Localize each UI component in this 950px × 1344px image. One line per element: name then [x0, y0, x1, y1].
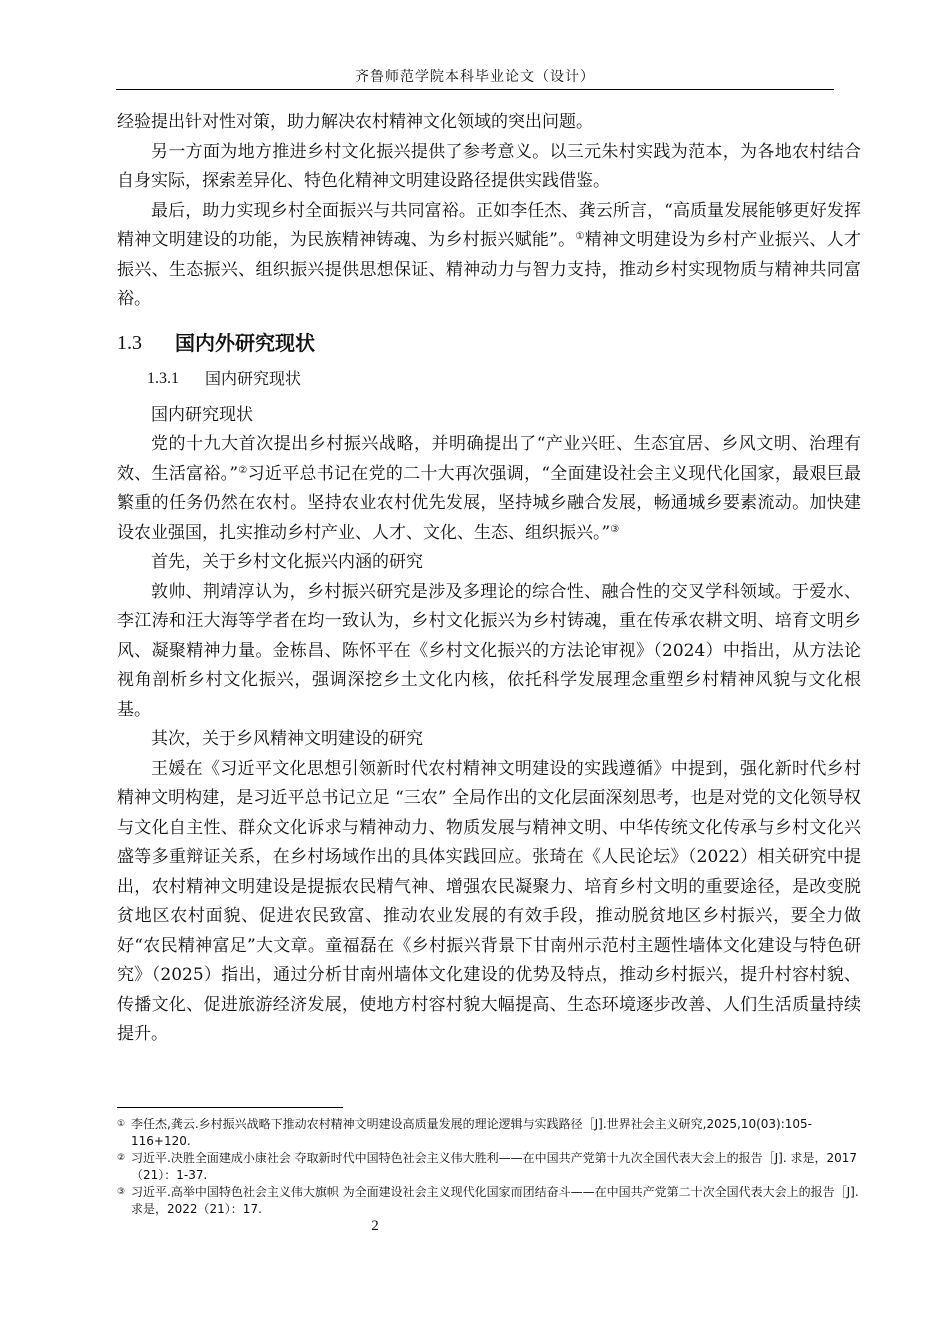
paragraph-text: 最后，助力实现乡村全面振兴与共同富裕。正如李任杰、龚云所言，“高质量发展能够更好发挥精神文明建设的功能，为民族精神铸魂、为乡村振兴赋能”。 — [117, 200, 861, 250]
paragraph: 敦帅、荆靖淳认为，乡村振兴研究是涉及多理论的综合性、融合性的交叉学科领域。于爱水、李江涛和汪大海等学者在均一致认为，乡村文化振兴为乡村铸魂，重在传承农耕文明、培育文明乡风、凝聚精神力量。金栋昌、陈怀平在《乡村文化振兴的方法论审视》（2024）中指出，从方法论视角剖析乡村文化振兴，强调深挖乡土文化内核，依托科学发展理念重塑乡村精神风貌与文化根基。 — [117, 581, 861, 720]
subsection-number: 1.3.1 — [147, 369, 179, 387]
paragraph: 王媛在《习近平文化思想引领新时代农村精神文明建设的实践遵循》中提到，强化新时代乡村精神文明构建，是习近平总书记立足 “三农” 全局作出的文化层面深刻思考，也是对党的文化领导权与文化自主性、群众文化诉求与精神动力、物质发展与精神文明、中华传统文化传承与乡村文化兴盛等多重辩证关系，在乡村场域作出的具体实践回应。张琦在《人民论坛》（2022）相关研究中提出，农村精神文明建设是提振农民精气神、增强农民凝聚力、培育乡村文明的重要途径，是改变脱贫地区农村面貌、促进农民致富、推动农业发展的有效手段，推动脱贫地区乡村振兴，要全力做好“农民精神富足”大文章。童福磊在《乡村振兴背景下甘南州示范村主题性墙体文化建设与特色研究》（2025）指出，通过分析甘南州墙体文化建设的优势及特点，推动乡村振兴，提升村容村貌、传播文化、促进旅游经济发展，使地方村容村貌大幅提高、生态环境逐步改善、人们生活质量持续提升。 — [117, 758, 862, 1044]
paragraph-label: 国内研究现状 — [151, 404, 253, 425]
footnote-mark: ③ — [117, 1187, 126, 1197]
paragraph-text: 党的十九大首次提出乡村振兴战略，并明确提出了“产业兴旺、生态宜居、乡风文明、治理有效、生活富裕。” — [117, 434, 861, 484]
footnote — [117, 1184, 861, 1218]
footnotes — [117, 1116, 861, 1218]
paragraph-text: 习近平总书记在党的二十大再次强调，“全面建设社会主义现代化国家，最艰巨最繁重的任务仍然在农村。坚持农业农村优先发展，坚持城乡融合发展，畅通城乡要素流动。加快建设农业强国，扎实推动乡村产业、人才、文化、生态、组织振兴。” — [117, 463, 861, 543]
header-rule — [116, 89, 834, 90]
paragraph — [117, 197, 861, 315]
footnote-rule — [117, 1107, 343, 1108]
footnote-ref[interactable]: ② — [238, 464, 248, 476]
footnote-text: 习近平.决胜全面建成小康社会 夺取新时代中国特色社会主义伟大胜利——在中国共产党第十九次全国代表大会上的报告［J]. 求是，2017（21）：1-37. — [131, 1151, 858, 1182]
paragraph: 经验提出针对性对策，助力解决农村精神文化领域的突出问题。 — [117, 112, 593, 132]
subsection-title: 国内研究现状 — [205, 368, 302, 388]
paragraph: 另一方面为地方推进乡村文化振兴提供了参考意义。以三元朱村实践为范本，为各地农村结合自身实际，探索差异化、特色化精神文明建设路径提供实践借鉴。 — [117, 141, 861, 191]
section-heading — [117, 327, 861, 359]
section-title: 国内外研究现状 — [175, 330, 315, 355]
running-header: 齐鲁师范学院本科毕业论文（设计） — [355, 69, 595, 85]
footnote — [117, 1150, 861, 1184]
paragraph-text: 精神文明建设为乡村产业振兴、人才振兴、生态振兴、组织振兴提供思想保证、精神动力与智力支持，推动乡村实现物质与精神共同富裕。 — [117, 230, 862, 309]
footnote-mark: ① — [117, 1119, 126, 1129]
page-number: 2 — [371, 1218, 379, 1234]
footnote-ref[interactable]: ① — [575, 231, 585, 242]
paragraph-label: 其次，关于乡风精神文明建设的研究 — [151, 729, 423, 749]
section-number: 1.3 — [117, 331, 142, 354]
subsection-heading — [147, 365, 861, 393]
footnote-text: 习近平.高举中国特色社会主义伟大旗帜 为全面建设社会主义现代化国家而团结奋斗——在中国共产党第二十次全国代表大会上的报告［J]. 求是，2022（21）：17. — [131, 1185, 859, 1216]
paragraph — [117, 430, 861, 548]
footnote-ref[interactable]: ③ — [610, 523, 620, 535]
body-text — [117, 108, 861, 1050]
footnote-mark: ② — [117, 1153, 126, 1163]
footnote-text: 李任杰,龚云.乡村振兴战略下推动农村精神文明建设高质量发展的理论逻辑与实践路径［J].世界社会主义研究,2025,10(03):105-116+120. — [131, 1117, 813, 1148]
footnote — [117, 1116, 861, 1150]
paragraph-label: 首先，关于乡村文化振兴内涵的研究 — [151, 552, 423, 572]
